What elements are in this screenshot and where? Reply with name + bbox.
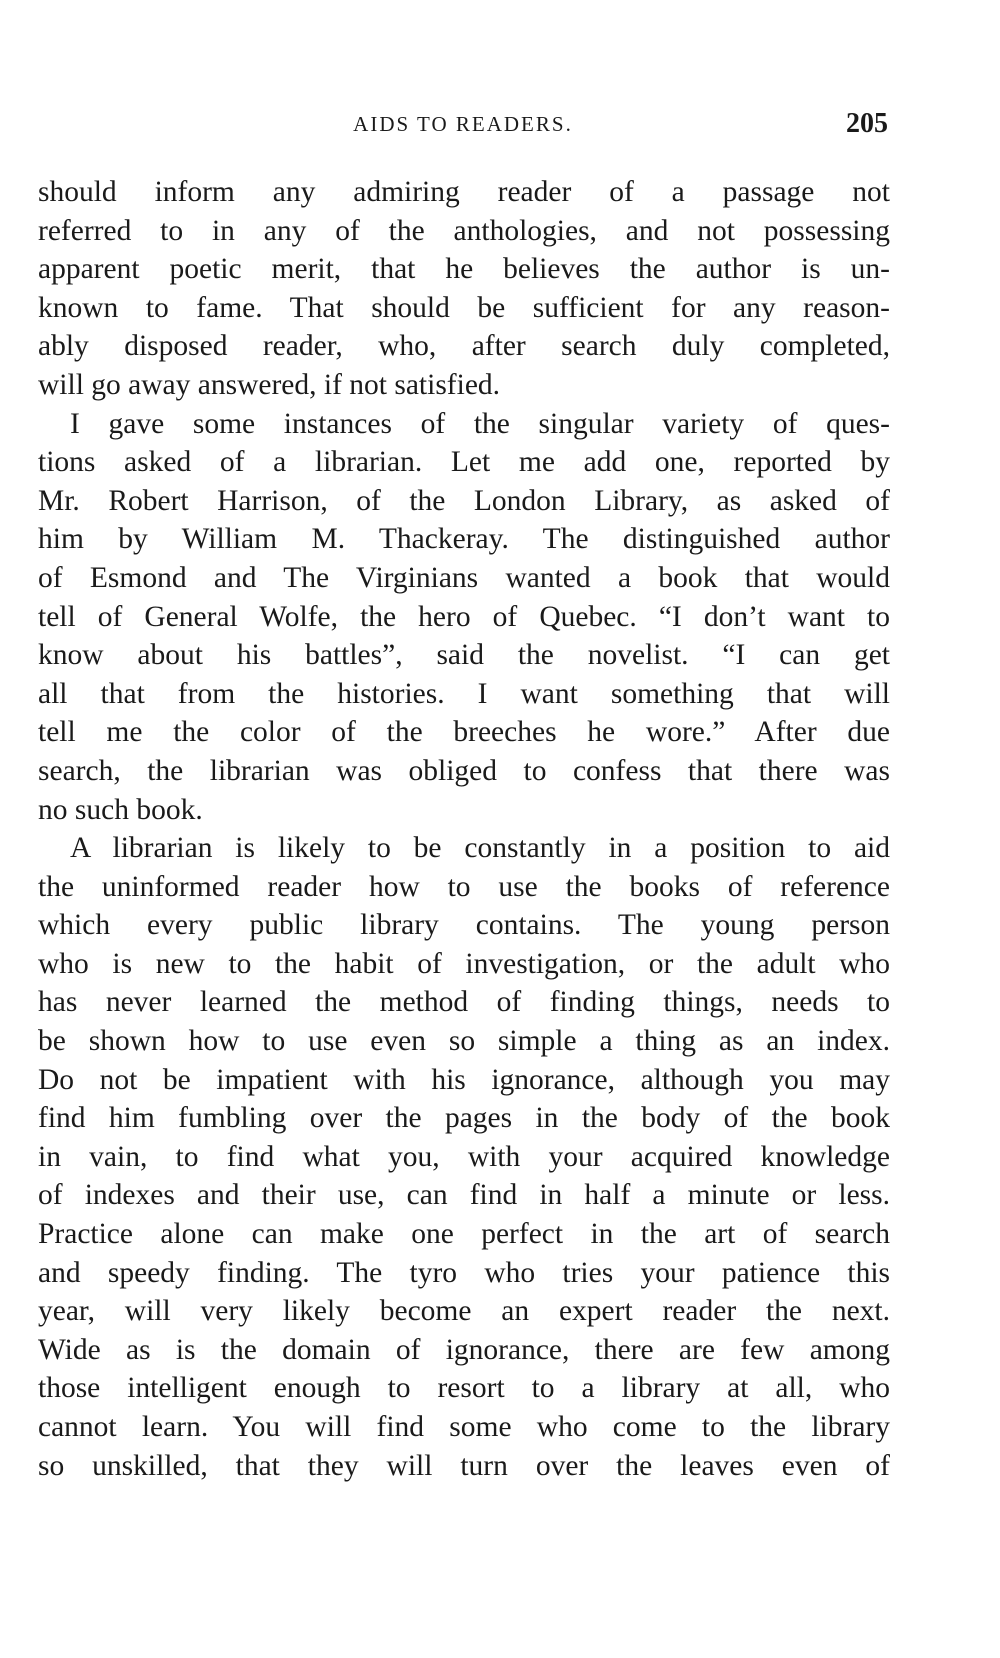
text-line: year, will very likely become an expert reader the next. [38, 1295, 890, 1328]
text-line: I gave some instances of the singular variety of ques- [70, 407, 890, 440]
text-line: those intelligent enough to resort to a library at all, who [38, 1372, 890, 1405]
text-line: Mr. Robert Harrison, of the London Library, as asked of [38, 484, 890, 517]
text-line: so unskilled, that they will turn over the leaves even of [38, 1449, 890, 1482]
text-line: tell me the color of the breeches he wore.” After due [38, 716, 890, 749]
text-line: and speedy finding. The tyro who tries your patience this [38, 1256, 890, 1289]
text-line: ably disposed reader, who, after search duly completed, [38, 330, 890, 363]
running-title: AIDS TO READERS. [353, 112, 573, 136]
text-line: all that from the histories. I want something that will [38, 677, 890, 710]
body-text [38, 173, 890, 1485]
paragraph [38, 405, 890, 830]
text-line: who is new to the habit of investigation, or the adult who [38, 947, 890, 980]
text-line: known to fame. That should be sufficient for any reason- [38, 291, 890, 324]
text-line: Practice alone can make one perfect in the art of search [38, 1218, 890, 1251]
text-line: be shown how to use even so simple a thing as an index. [38, 1025, 890, 1058]
text-line: cannot learn. You will find some who come to the library [38, 1411, 890, 1443]
text-line: referred to in any of the anthologies, and not possessing [38, 214, 890, 247]
text-line: no such book. [38, 793, 203, 826]
text-line: of Esmond and The Virginians wanted a book that would [38, 561, 890, 594]
text-line: should inform any admiring reader of a passage not [38, 176, 890, 208]
text-line: Wide as is the domain of ignorance, there are few among [38, 1333, 890, 1366]
text-line: him by William M. Thackeray. The distinguished author [38, 523, 890, 556]
paragraph [38, 173, 890, 405]
text-line: Do not be impatient with his ignorance, although you may [38, 1063, 890, 1096]
text-line: know about his battles”, said the novelist. “I can get [38, 639, 890, 672]
paragraph [38, 829, 890, 1485]
text-line: find him fumbling over the pages in the body of the book [38, 1102, 890, 1135]
text-line: A librarian is likely to be constantly in a position to aid [70, 832, 890, 865]
text-line: has never learned the method of finding things, needs to [38, 986, 890, 1019]
text-line: apparent poetic merit, that he believes the author is un- [38, 253, 890, 286]
running-head [38, 108, 888, 148]
text-line: in vain, to find what you, with your acquired knowledge [38, 1140, 890, 1173]
text-line: tell of General Wolfe, the hero of Quebec. “I don’t want to [38, 600, 890, 633]
text-line: of indexes and their use, can find in half a minute or less. [38, 1179, 890, 1212]
text-line: tions asked of a librarian. Let me add one, reported by [38, 446, 890, 479]
text-line: which every public library contains. The young person [38, 909, 890, 942]
page-number: 205 [846, 108, 888, 139]
text-line: will go away answered, if not satisfied. [38, 368, 501, 401]
text-line: the uninformed reader how to use the books of reference [38, 870, 890, 903]
text-line: search, the librarian was obliged to confess that there was [38, 754, 890, 787]
